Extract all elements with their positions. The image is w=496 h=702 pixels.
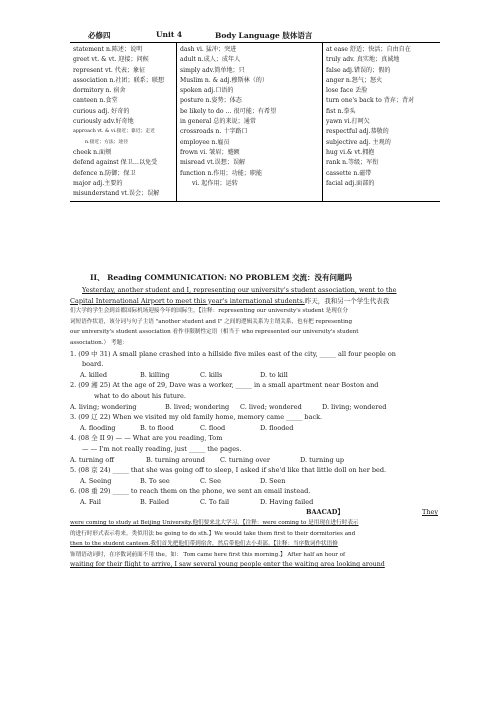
vocab-entry: turn one's back to 背弃；背对 (326, 97, 415, 105)
answer-line (70, 507, 442, 518)
vocab-column-2 (177, 43, 323, 201)
passage-note: association.） 考题： (70, 339, 128, 346)
answer-option[interactable]: C. flood (200, 423, 226, 432)
passage-note: 们大学的学生会到首都国际机场迎接今年的国际生。【注释：representing our university's student 是现在分 (70, 308, 348, 315)
answer-options (70, 497, 442, 508)
vocab-entry: defence n.防御；保卫 (73, 169, 136, 177)
section-title: II、 Reading COMMUNICATION: NO PROBLEM 交流：没有问题吗 (90, 273, 353, 282)
passage-line-part: 昨天，我和另一个学生代表我 (304, 296, 390, 305)
answer-option[interactable]: A. living; wondering (70, 402, 137, 411)
answer-option[interactable]: B. To see (140, 476, 170, 485)
answer-option[interactable]: B. lived; wondering (165, 402, 230, 411)
answer-option[interactable]: B. Failed (140, 497, 170, 506)
question-stem-continued: — — I'm not really reading, just _____ the pages. (82, 444, 242, 453)
vocab-entry: greet vt. & vt. 迎接；问候 (73, 56, 149, 64)
vocab-entry: in general 总的来说；通常 (180, 118, 256, 126)
vocab-entry: facial adj.面部的 (326, 179, 375, 187)
question-stem: 1. (09 中 31) A small plane crashed into a hillside five miles east of the city, _____ all four people on (70, 349, 396, 358)
question-stem: 5. (08 京 24) _____ that she was going off to sleep, I asked if she'd like that little doll on her bed. (70, 466, 387, 475)
passage-note: 饰谓语动词时，在序数词前面不用 the。如： Tom came here first this morning.】 After half an hour of (70, 551, 346, 558)
passage-body (70, 285, 442, 571)
answer-option[interactable]: D. Having failed (260, 497, 314, 506)
vocab-entry: association n.社团；联系；联想 (73, 76, 165, 84)
vocab-entry: statement n.陈述；说明 (73, 46, 143, 53)
vocab-entry: major adj.主要的 (73, 179, 123, 187)
topic-label: Body Language 肢体语言 (215, 31, 313, 40)
answer-option[interactable]: C. See (200, 476, 222, 485)
answer-option[interactable]: C. kills (200, 370, 223, 379)
passage-line: waiting for their flight to arrive, I saw several young people enter the waiting area looking around (70, 561, 385, 569)
answer-key: BAACAD】 (306, 508, 344, 517)
answer-options (70, 370, 442, 381)
vocab-entry: function n.作用；功能；职能 (180, 169, 263, 177)
question-stem-continued: board. (82, 360, 104, 369)
answer-option[interactable]: A. flooding (80, 423, 116, 432)
vocab-entry: employee n.雇员 (180, 138, 230, 146)
answer-option[interactable]: C. turning over (220, 455, 270, 464)
passage-line-part: They (422, 508, 439, 517)
vocab-entry: vi. 起作用；运转 (192, 179, 238, 187)
question-stem-continued: what to do about his future. (94, 391, 186, 400)
answer-option[interactable]: B. killing (140, 370, 170, 379)
unit-label: Unit 4 (156, 30, 183, 39)
vocab-entry: approach vt. & vi.接近；靠近；走近 (73, 129, 155, 135)
answer-option[interactable]: B. turning around (146, 455, 205, 464)
answer-option[interactable]: D. living; wondered (322, 402, 387, 411)
vocab-entry: curious adj. 好奇的 (73, 107, 130, 115)
answer-option[interactable]: D. Seen (260, 476, 286, 485)
vocab-entry: yawn vi.打呵欠 (326, 118, 370, 126)
vocab-entry: simply adv.简单地；只 (180, 66, 245, 74)
vocab-entry: canteen n.食堂 (73, 97, 118, 105)
passage-line-part: Capital International Airport to meet this year's international students. (70, 296, 305, 305)
answer-option[interactable]: A. Seeing (80, 476, 112, 485)
answer-option[interactable]: D. turning up (300, 455, 345, 464)
passage-line: were coming to study at Beijing University.他们要来北大学习。【注释：were coming to 是用现在进行时表示 (70, 520, 359, 527)
answer-option[interactable]: C. lived; wondered (240, 402, 302, 411)
question-stem: 2. (09 湘 25) At the age of 29, Dave was a worker, _____ in a small apartment near Boston and (70, 381, 379, 390)
vocab-entry: lose face 丢脸 (326, 87, 368, 95)
answer-option[interactable]: B. to flood (140, 423, 174, 432)
vocab-entry: posture n.姿势；体态 (180, 97, 242, 105)
vocab-entry: cheek n.面颊 (73, 148, 112, 156)
vocab-entry: frown vi. 皱眉；蹙额 (180, 148, 240, 156)
answer-option[interactable]: A. turning off (70, 455, 114, 464)
answer-options (70, 476, 442, 487)
question-stem: 3. (09 辽 22) When we visited my old family home, memory came _____ back. (70, 413, 323, 422)
vocab-entry: respectful adj.恭敬的 (326, 128, 389, 136)
question-stem: 4. (08 全 II 9) — — What are you reading, Tom (70, 434, 223, 443)
vocab-entry: n.接近；方法；途径 (85, 139, 128, 145)
answer-option[interactable]: C. To fail (200, 497, 230, 506)
answer-options (70, 402, 442, 413)
passage-note: 词短语作状语，该分词与句子主语 "another student and I" 之间的逻辑关系为主谓关系，也有把 representing (70, 318, 353, 325)
vocab-entry: cassette n.磁带 (326, 169, 372, 177)
vocab-entry: rank n.等级；军衔 (326, 159, 379, 167)
vocab-entry: dormitory n. 宿舍 (73, 87, 126, 95)
answer-option[interactable]: D. to kill (260, 370, 288, 379)
vocab-entry: dash vi. 猛冲；突进 (180, 46, 237, 53)
vocab-entry: subjective adj. 主观的 (326, 138, 391, 146)
answer-option[interactable]: A. Fail (80, 497, 101, 506)
vocabulary-table (70, 42, 440, 202)
question-list (70, 349, 442, 508)
passage-line (70, 296, 442, 307)
vocab-entry: anger n.怒气；怒火 (326, 76, 383, 84)
vocab-entry: hug vi.& vt.拥抱 (326, 148, 375, 156)
passage-note: our university's student association 看作非限制性定语（相当于 who represented our university's student (70, 329, 359, 336)
answer-options (70, 455, 442, 466)
vocab-entry: misread vt.误想；误解 (180, 159, 246, 167)
vocab-entry: truly adv. 真实地；真诚地 (326, 56, 400, 64)
passage-line: Yesterday, another student and I, representing our university's student association, went to the (82, 286, 397, 294)
book-label: 必修四 (88, 31, 111, 40)
answer-option[interactable]: D. flooded (260, 423, 294, 432)
answer-option[interactable]: A. killed (80, 370, 108, 379)
passage-note: 的进行时形式表示将来。类似用法 be going to do sth.】We would take them first to their dormitories and (70, 530, 356, 537)
vocab-column-3 (323, 43, 440, 201)
vocab-entry: defend against 保卫…以免受 (73, 159, 158, 167)
vocab-entry: crossroads n. 十字路口 (180, 128, 248, 136)
vocab-entry: adult n.成人；成年人 (180, 56, 241, 64)
vocab-entry: fist n.拳头 (326, 107, 356, 115)
vocab-entry: misunderstand vt.误会；误解 (73, 190, 160, 198)
question-stem: 6. (08 重 29) _____ to reach them on the phone, we sent an email instead. (70, 487, 311, 496)
vocab-column-1 (70, 43, 177, 201)
vocab-entry: be likely to do … 很可能；有希望 (180, 107, 277, 115)
passage-line: then to the student canteen.我们首先把他们带到宿舍，然后带他们去小卖部。【注释：当序数词作状语修 (70, 541, 338, 548)
vocab-entry: false adj.错误的；假的 (326, 66, 391, 74)
vocab-entry: spoken adj.口语的 (180, 87, 234, 95)
vocab-entry: curiously adv.好奇地 (73, 118, 134, 126)
vocab-entry: represent vt. 代表；象征 (73, 66, 146, 74)
vocab-entry: at ease 舒适；快活；自由自在 (326, 46, 411, 53)
vocab-entry: Muslim n. & adj.穆斯林（的） (180, 76, 268, 84)
answer-options (70, 423, 442, 434)
lesson-header (88, 30, 440, 42)
